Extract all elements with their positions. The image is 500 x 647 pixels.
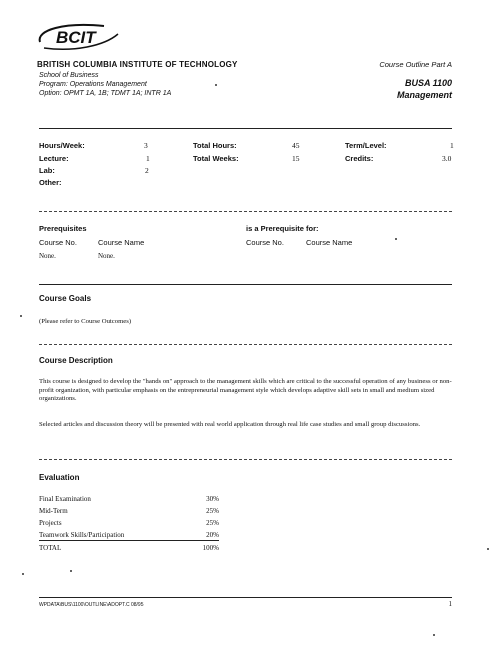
divider xyxy=(39,344,452,345)
page-number: 1 xyxy=(448,600,452,608)
prereq-for-col-no: Course No. xyxy=(246,238,284,247)
total-hours-label: Total Hours: xyxy=(193,141,237,150)
lab-value: 2 xyxy=(145,166,149,175)
evaluation-value: 20% xyxy=(206,531,219,539)
divider xyxy=(39,211,452,212)
scan-speck xyxy=(395,238,397,240)
scan-speck xyxy=(22,573,24,575)
total-weeks-value: 15 xyxy=(292,154,300,163)
evaluation-label: Final Examination xyxy=(39,495,91,503)
school-name: School of Business xyxy=(39,72,99,79)
evaluation-value: 25% xyxy=(206,507,219,515)
evaluation-value: 30% xyxy=(206,495,219,503)
scan-speck xyxy=(215,84,217,86)
bcit-logo xyxy=(34,20,122,54)
svg-text:BCIT: BCIT xyxy=(56,28,96,47)
divider xyxy=(39,459,452,460)
prereq-name-value: None. xyxy=(98,252,115,260)
course-code: BUSA 1100 xyxy=(404,78,452,88)
course-title: Management xyxy=(396,90,452,100)
course-description-para-1: This course is designed to develop the "hands on" approach to the management skills which are critical to the successful operation of any business or non-profit organization, with particular emphasis on the entrepreneurial management style which develops adaptive skill sets in small and medium sized organizations. xyxy=(39,378,452,403)
hours-week-value: 3 xyxy=(144,141,148,150)
hours-week-label: Hours/Week: xyxy=(39,141,85,150)
lecture-value: 1 xyxy=(146,154,150,163)
scan-speck xyxy=(70,570,72,572)
evaluation-total-row xyxy=(39,544,219,552)
course-goals-title: Course Goals xyxy=(39,294,92,303)
course-description-title: Course Description xyxy=(39,356,113,365)
total-hours-value: 45 xyxy=(292,141,300,150)
prerequisites-title: Prerequisites xyxy=(39,224,87,233)
evaluation-row xyxy=(39,531,219,541)
lecture-label: Lecture: xyxy=(39,154,69,163)
prereq-for-title: is a Prerequisite for: xyxy=(246,224,319,233)
evaluation-total-value: 100% xyxy=(202,544,219,552)
prereq-no-value: None. xyxy=(39,252,56,260)
other-label: Other: xyxy=(39,178,62,187)
evaluation-label: Mid-Term xyxy=(39,507,68,515)
divider xyxy=(39,128,452,129)
option-line: Option: OPMT 1A, 1B; TDMT 1A; INTR 1A xyxy=(39,90,172,97)
prereq-for-col-name: Course Name xyxy=(306,238,353,247)
program-name: Program: Operations Management xyxy=(39,81,147,88)
course-description-para-2: Selected articles and discussion theory will be presented with real world application through real life case studies and small group discussions. xyxy=(39,421,421,428)
divider xyxy=(39,284,452,285)
evaluation-row xyxy=(39,519,219,527)
evaluation-total-label: TOTAL xyxy=(39,544,62,552)
total-weeks-label: Total Weeks: xyxy=(193,154,239,163)
scan-speck xyxy=(487,548,489,550)
credits-value: 3.0 xyxy=(442,154,452,163)
lab-label: Lab: xyxy=(39,166,55,175)
prereq-col-name: Course Name xyxy=(98,238,145,247)
term-level-label: Term/Level: xyxy=(345,141,387,150)
institute-name: BRITISH COLUMBIA INSTITUTE OF TECHNOLOGY xyxy=(37,60,238,69)
prereq-col-no: Course No. xyxy=(39,238,77,247)
term-level-value: 1 xyxy=(450,141,454,150)
evaluation-label: Teamwork Skills/Participation xyxy=(39,531,125,539)
evaluation-value: 25% xyxy=(206,519,219,527)
scan-speck xyxy=(20,315,22,317)
evaluation-title: Evaluation xyxy=(39,473,80,482)
credits-label: Credits: xyxy=(345,154,374,163)
footer-path: WPDATA\BUS\1100\OUTLINE\ADOPT.C 08/95 xyxy=(39,602,144,608)
scan-speck xyxy=(433,634,435,636)
evaluation-row xyxy=(39,507,219,515)
course-goals-text: (Please refer to Course Outcomes) xyxy=(39,318,132,325)
outline-label: Course Outline Part A xyxy=(379,60,452,69)
footer-rule xyxy=(39,597,452,598)
evaluation-label: Projects xyxy=(39,519,62,527)
evaluation-row xyxy=(39,495,219,503)
